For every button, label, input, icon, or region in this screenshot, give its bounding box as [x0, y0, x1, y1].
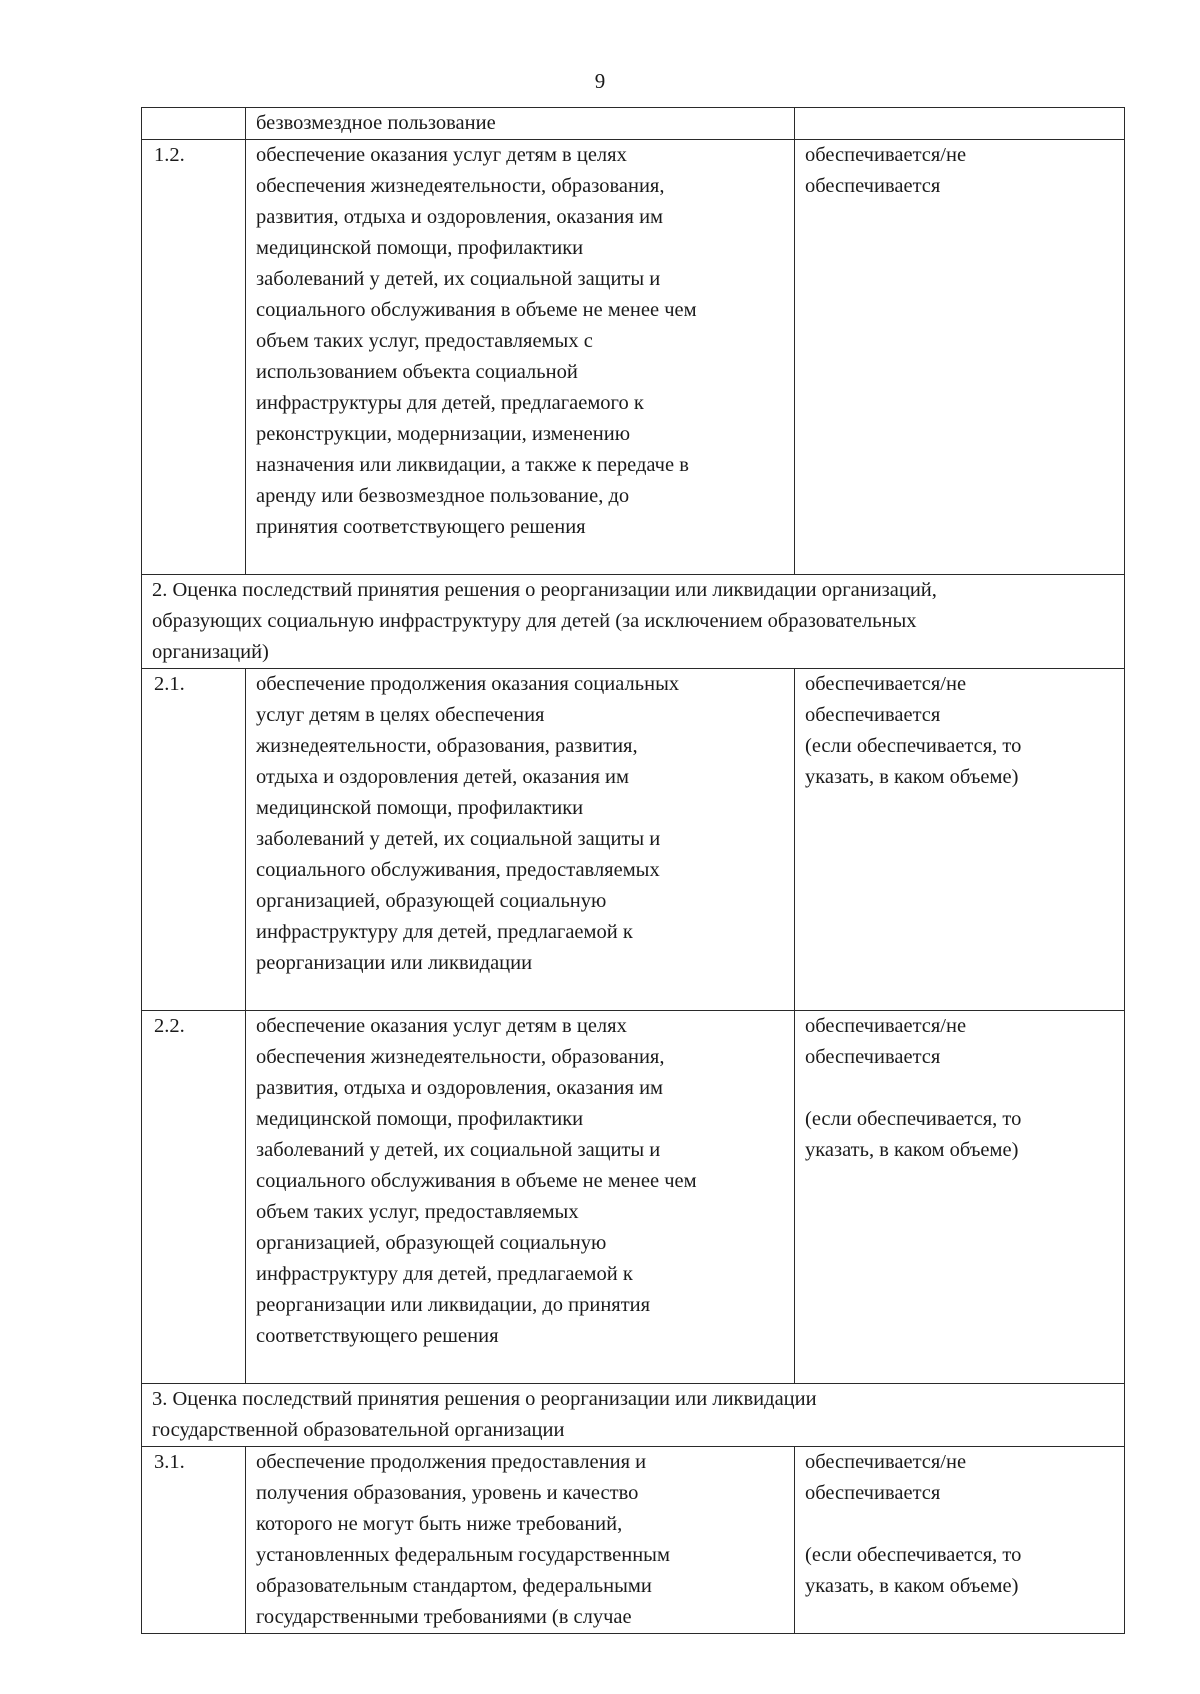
- item-number: 3.1.: [142, 1447, 246, 1634]
- item-description: обеспечение продолжения оказания социальных услуг детям в целях обеспечения жизнедеятельности, образования, развития, отдыха и оздоровления детей, оказания им медицинской помощи, профилактики заболеваний у детей, их социальной защиты и социального обслуживания, предоставляемых организацией, образующей социальную инфраструктуру для детей, предлагаемой к реорганизации или ликвидации: [246, 669, 795, 1011]
- spacer: [256, 979, 788, 1010]
- section-header-row: [142, 575, 1125, 669]
- section-header-row: [142, 1384, 1125, 1447]
- item-number: 2.1.: [142, 669, 246, 1011]
- item-number: 2.2.: [142, 1011, 246, 1384]
- table-row: [142, 1447, 1125, 1634]
- item-status: обеспечивается/не обеспечивается (если обеспечивается, то указать, в каком объеме): [795, 1447, 1125, 1634]
- item-number: 1.2.: [142, 140, 246, 575]
- spacer: [256, 1352, 788, 1383]
- item-description: безвозмездное пользование: [246, 108, 795, 140]
- item-status: обеспечивается/не обеспечивается (если обеспечивается, то указать, в каком объеме): [795, 669, 1125, 1011]
- section-title: 2. Оценка последствий принятия решения о реорганизации или ликвидации организаций, образующих социальную инфраструктуру для детей (за исключением образовательных организаций): [142, 575, 1125, 669]
- item-status: обеспечивается/не обеспечивается (если обеспечивается, то указать, в каком объеме): [795, 1011, 1125, 1384]
- spacer: [805, 1073, 1118, 1104]
- table-row: [142, 140, 1125, 575]
- section-title: 3. Оценка последствий принятия решения о реорганизации или ликвидации государственной образовательной организации: [142, 1384, 1125, 1447]
- spacer: [805, 1509, 1118, 1540]
- item-description: обеспечение оказания услуг детям в целях обеспечения жизнедеятельности, образования, развития, отдыха и оздоровления, оказания им медицинской помощи, профилактики заболеваний у детей, их социальной защиты и социального обслуживания в объеме не менее чем объем таких услуг, предоставляемых с использованием объекта социальной инфраструктуры для детей, предлагаемого к реконструкции, модернизации, изменению назначения или ликвидации, а также к передаче в аренду или безвозмездное пользование, до принятия соответствующего решения: [246, 140, 795, 575]
- spacer: [256, 543, 788, 574]
- item-description: обеспечение продолжения предоставления и получения образования, уровень и качество которого не могут быть ниже требований, установленных федеральным государственным образовательным стандартом, федеральными государственными требованиями (в случае: [246, 1447, 795, 1634]
- item-description: обеспечение оказания услуг детям в целях обеспечения жизнедеятельности, образования, развития, отдыха и оздоровления, оказания им медицинской помощи, профилактики заболеваний у детей, их социальной защиты и социального обслуживания в объеме не менее чем объем таких услуг, предоставляемых организацией, образующей социальную инфраструктуру для детей, предлагаемой к реорганизации или ликвидации, до принятия соответствующего решения: [246, 1011, 795, 1384]
- item-number: [142, 108, 246, 140]
- assessment-table: [141, 107, 1125, 1634]
- table-row: [142, 1011, 1125, 1384]
- table-row: [142, 108, 1125, 140]
- page-number: 9: [594, 69, 606, 93]
- item-status: обеспечивается/не обеспечивается: [795, 140, 1125, 575]
- item-status: [795, 108, 1125, 140]
- table-row: [142, 669, 1125, 1011]
